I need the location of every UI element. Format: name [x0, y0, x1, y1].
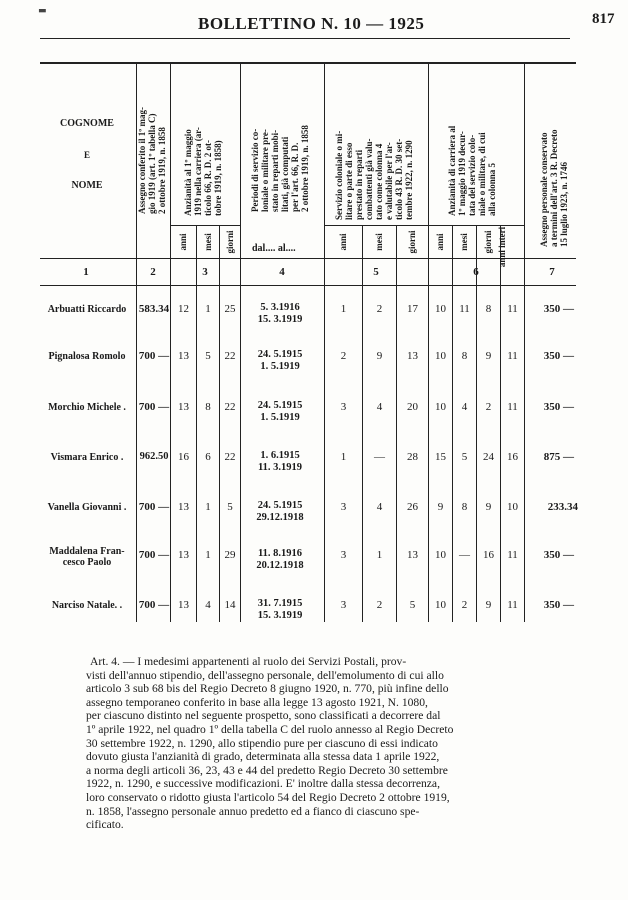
anz-anni: 13: [178, 401, 189, 413]
assegno-conservato: 350 —: [543, 549, 574, 561]
sub-col4-range: dal.... al....: [252, 243, 296, 254]
sub-col3-giorni: giorni: [225, 230, 235, 254]
serv-anni: 3: [340, 401, 347, 413]
page-number: 817: [592, 11, 615, 27]
text-line: 1922, n. 1290, e successive modificazioni. E' inoltre dalla stessa decorrenza,: [86, 777, 440, 791]
anz-anni: 12: [178, 303, 189, 315]
anz2-giorni: 9: [485, 599, 492, 611]
service-period: 24. 5.1915 29.12.1918: [256, 500, 304, 523]
anz2-anni: 9: [437, 501, 444, 513]
assegno-conservato: 350 —: [543, 599, 574, 611]
serv-anni: 2: [340, 350, 347, 362]
anz2-mesi: 8: [461, 350, 468, 362]
anz2-giorni: 16: [483, 549, 494, 561]
serv-anni: 1: [340, 303, 347, 315]
anz-mesi: 4: [205, 599, 211, 611]
anz-giorni: 22: [224, 451, 236, 463]
sub-col6-mesi: mesi: [459, 233, 469, 251]
anz2-giorni: 8: [485, 303, 492, 315]
anz2-anni-interi: 10: [507, 501, 518, 513]
anz2-anni: 10: [435, 401, 446, 413]
anz-giorni: 25: [224, 303, 236, 315]
anz2-giorni: 9: [485, 350, 492, 362]
anz-anni: 13: [178, 549, 189, 561]
anz-giorni: 22: [224, 350, 236, 362]
anz2-anni-interi: 11: [507, 599, 518, 611]
sub-col3-mesi: mesi: [203, 233, 213, 251]
anz2-anni-interi: 16: [507, 451, 518, 463]
header-col5: Servizio coloniale o mi- litare o parte di esso prestato in reparti combattenti già valu- tato come colonna 4 e valutabile per l'ar- ticolo 43 R. D. 30 set- tembre 1922, n. 1290: [334, 130, 414, 220]
employee-name: Vanella Giovanni .: [47, 502, 127, 513]
anz-mesi: 8: [205, 401, 211, 413]
assegno-conservato: 233.34: [547, 501, 578, 513]
text-line: a norma degli articoli 36, 23, 43 e 44 del predetto Regio Decreto 30 settembre: [86, 763, 448, 777]
column-number-5: 5: [373, 266, 379, 278]
table-row: [0, 596, 628, 626]
col-divider: [240, 62, 241, 622]
article-4-text: [86, 655, 554, 832]
assegno-value: 962.50: [139, 451, 169, 462]
text-line: dovuto giusta l'anzianità di grado, determinata alla stessa data 1 aprile 1922,: [86, 750, 440, 764]
sub-col6-anni-interi: anni interi: [497, 226, 507, 268]
assegno-conservato: 350 —: [543, 350, 574, 362]
serv-giorni: 5: [409, 599, 416, 611]
assegno-value: 700 —: [138, 350, 170, 362]
text-line: 1º aprile 1922, nel quadro 1º della tabella C del ruolo annesso al Regio Decreto: [86, 722, 454, 736]
employee-name: Morchio Michele .: [48, 402, 126, 413]
service-period: 5. 3.1916 15. 3.1919: [257, 302, 303, 325]
anz2-anni: 15: [435, 451, 446, 463]
service-period: 24. 5.1915 1. 5.1919: [257, 400, 303, 423]
text-line: assegno temporaneo conferito in base alla legge 13 agosto 1921, N. 1080,: [86, 695, 428, 709]
employee-name: Maddalena Fran- cesco Paolo: [49, 546, 125, 568]
table-row: [0, 347, 628, 377]
sub-col6-anni: anni: [435, 233, 445, 251]
table-top-rule: [40, 62, 576, 64]
col-divider: [428, 62, 429, 622]
table-row: [0, 398, 628, 428]
table-header-rule: [40, 258, 576, 259]
table-row: [0, 546, 628, 576]
service-period: 1. 6.1915 11. 3.1919: [257, 450, 303, 473]
anz-giorni: 5: [227, 501, 233, 513]
col-divider: [324, 62, 325, 622]
assegno-value: 700 —: [138, 549, 170, 561]
anz2-mesi: 5: [461, 451, 468, 463]
anz2-giorni: 9: [485, 501, 492, 513]
employee-name: Pignalosa Romolo: [48, 351, 126, 362]
anz2-mesi: 2: [461, 599, 468, 611]
header-col3: Anzianità al 1º maggio 1919 nella carriera (ar- ticolo 66, R. D. 2 ot- tobre 1919, n. 1858): [183, 127, 223, 216]
text-line: Art. 4. — I medesimi appartenenti al ruolo dei Servizi Postali, prov-: [90, 655, 407, 668]
anz-giorni: 22: [224, 401, 236, 413]
serv-anni: 1: [340, 451, 347, 463]
serv-anni: 3: [340, 599, 347, 611]
anz2-anni-interi: 11: [507, 303, 518, 315]
anz2-anni: 10: [435, 350, 446, 362]
header-cognome: COGNOME: [60, 118, 114, 129]
column-number-3: 3: [202, 266, 208, 278]
anz-anni: 13: [178, 501, 189, 513]
col-divider: [524, 62, 525, 622]
anz2-mesi: 8: [461, 501, 468, 513]
anz-anni: 16: [178, 451, 189, 463]
service-period: 31. 7.1915 15. 3.1919: [257, 598, 303, 621]
text-line: 30 settembre 1922, n. 1290, allo stipendio pure per ciascuno di essi indicato: [86, 736, 438, 750]
anz2-mesi: 4: [461, 401, 468, 413]
anz-anni: 13: [178, 599, 189, 611]
serv-giorni: 13: [407, 350, 418, 362]
header-e: E: [83, 150, 90, 160]
serv-mesi: 4: [376, 501, 383, 513]
anz2-anni-interi: 11: [507, 401, 518, 413]
sub-col5-giorni: giorni: [407, 230, 417, 254]
table-row: [0, 300, 628, 330]
column-number-4: 4: [279, 266, 285, 278]
anz-giorni: 29: [224, 549, 236, 561]
column-number-6: 6: [473, 266, 479, 278]
anz-mesi: 1: [205, 303, 211, 315]
employee-name: Arbuatti Riccardo: [47, 304, 127, 315]
employee-name: Narciso Natale. .: [51, 600, 123, 611]
table-row: [0, 498, 628, 528]
anz2-anni: 10: [435, 549, 446, 561]
corner-mark: ▬: [38, 6, 47, 16]
sub-col6-giorni: giorni: [483, 230, 493, 254]
assegno-value: 700 —: [138, 501, 170, 513]
anz-mesi: 5: [205, 350, 211, 362]
anz-giorni: 14: [224, 599, 236, 611]
assegno-value: 700 —: [138, 599, 170, 611]
serv-giorni: 20: [407, 401, 418, 413]
serv-giorni: 17: [407, 303, 418, 315]
assegno-value: 583.34: [138, 303, 170, 315]
header-col4: Periodi di servizio co- loniale o militare pre- stato in reparti mobi- litati, già computati per l'art. 66, R. D. 2 ottobre 1919, n. 1858: [250, 125, 310, 212]
service-period: 11. 8.1916 20.12.1918: [256, 548, 304, 571]
text-line: cificato.: [86, 818, 124, 832]
bulletin-title: BOLLETTINO N. 10 — 1925: [198, 14, 425, 33]
assegno-value: 700 —: [138, 401, 170, 413]
anz2-giorni: 24: [483, 451, 494, 463]
assegno-conservato: 875 —: [543, 451, 574, 463]
text-line: articolo 3 sub 68 bis del Regio Decreto 8 giugno 1920, n. 770, più infine dello: [86, 682, 449, 696]
serv-giorni: 26: [407, 501, 418, 513]
anz2-anni-interi: 11: [507, 549, 518, 561]
sub-col5-anni: anni: [338, 233, 348, 251]
anz2-anni-interi: 11: [507, 350, 518, 362]
text-line: per ciascuno distinto nel seguente prospetto, sono classificati a decorrere dal: [86, 709, 441, 723]
anz2-mesi: 11: [459, 303, 470, 315]
serv-anni: 3: [340, 549, 347, 561]
text-line: visti dell'annuo stipendio, dell'assegno personale, dell'emolumento di cui allo: [86, 668, 444, 682]
anz-mesi: 1: [205, 501, 211, 513]
service-period: 24. 5.1915 1. 5.1919: [257, 349, 303, 372]
anz2-mesi: —: [459, 549, 470, 561]
serv-giorni: 13: [407, 549, 418, 561]
text-line: n. 1858, l'assegno personale annuo predetto ed a fianco di ciascuno spe-: [86, 804, 420, 818]
anz-anni: 13: [178, 350, 189, 362]
serv-mesi: 4: [376, 401, 383, 413]
employee-name: Vismara Enrico .: [50, 452, 124, 463]
text-line: loro conservato o ridotto giusta l'articolo 54 del Regio Decreto 2 ottobre 1919,: [86, 790, 450, 804]
serv-giorni: 28: [407, 451, 418, 463]
column-number-1: 1: [83, 266, 89, 278]
header-col7: Assegno personale conservato a termini dell'art. 3 R. Decreto 15 luglio 1923, n. 1746: [539, 129, 569, 247]
table-colnum-rule: [40, 285, 576, 286]
sub-col3-anni: anni: [178, 233, 188, 251]
serv-anni: 3: [340, 501, 347, 513]
header-col6: Anzianità di carriera al 1º maggio 1919 decur- tata del servizio colo- niale o militare, di cui alla colonna 5: [447, 125, 497, 216]
anz2-anni: 10: [435, 303, 446, 315]
header-nome: NOME: [71, 180, 103, 191]
assegno-conservato: 350 —: [543, 401, 574, 413]
serv-mesi: 2: [376, 599, 383, 611]
header-col2: Assegno conferito il 1º mag- gio 1919 (art. 1º tabella C) 2 ottobre 1919, n. 1858: [137, 107, 167, 214]
column-number-2: 2: [150, 266, 156, 278]
serv-mesi: 9: [376, 350, 383, 362]
anz2-giorni: 2: [485, 401, 492, 413]
serv-mesi: 1: [376, 549, 383, 561]
serv-mesi: 2: [376, 303, 383, 315]
assegno-conservato: 350 —: [543, 303, 574, 315]
serv-mesi: —: [374, 451, 385, 463]
anz-mesi: 6: [205, 451, 211, 463]
anz2-anni: 10: [435, 599, 446, 611]
column-number-7: 7: [549, 266, 555, 278]
table-row: [0, 448, 628, 478]
sub-col5-mesi: mesi: [374, 233, 384, 251]
anz-mesi: 1: [205, 549, 211, 561]
